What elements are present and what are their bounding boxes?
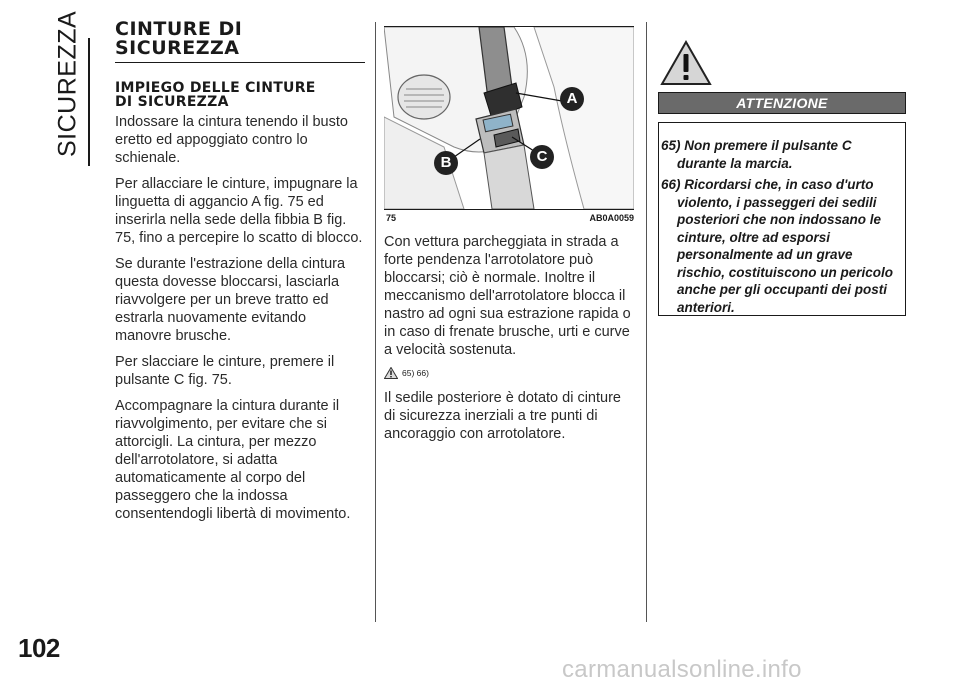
seatbelt-figure [384, 26, 634, 210]
subsection-title [115, 81, 365, 109]
warning-triangle-icon [660, 40, 712, 86]
section-title [115, 20, 365, 63]
figure-number: 75 [386, 213, 397, 223]
column-3 [658, 40, 906, 316]
paragraph: Il sedile posteriore è dotato di cinture di sicurezza inerziali a tre punti di ancoraggio con arrotolatore. [384, 390, 621, 442]
subsection-title-line-1: IMPIEGO DELLE CINTURE [115, 80, 316, 96]
warning-item [661, 176, 899, 316]
page-number: 102 [18, 633, 60, 663]
callout-a: A [560, 87, 584, 111]
figure-code: AB0A0059 [589, 213, 634, 223]
column-1 [115, 20, 365, 531]
warning-reference [384, 367, 634, 379]
warning-item-text: Ricordarsi che, in caso d'urto violento, i passeggeri dei sedili posteriori che non indossano le cinture, oltre ad esporsi personalmente ad un grave rischio, costituiscono un pericolo anche per gli occupanti dei posti anteriori. [677, 177, 894, 315]
warning-item-number: 66) [661, 177, 681, 192]
figure-caption [384, 210, 634, 223]
side-tab-rule [88, 38, 90, 166]
paragraph: Indossare la cintura tenendo il busto eretto ed appoggiato contro lo schienale. [115, 114, 348, 166]
subsection-title-line-2: DI SICUREZZA [115, 94, 229, 110]
paragraph: Per slacciare le cinture, premere il pulsante C fig. 75. [115, 354, 335, 388]
paragraph: Per allacciare le cinture, impugnare la linguetta di aggancio A fig. 75 ed inserirla nella sede della fibbia B fig. 75, fino a percepire lo scatto di blocco. [115, 176, 363, 246]
paragraph: Se durante l'estrazione della cintura questa dovesse bloccarsi, lasciarla riavvolgere per un breve tratto ed estrarla nuovamente evitando manovre brusche. [115, 256, 346, 344]
warning-item [661, 137, 899, 172]
callout-c: C [530, 145, 554, 169]
section-title-line-1: CINTURE DI [115, 18, 243, 40]
warning-triangle-icon [384, 367, 398, 379]
column-divider-2 [646, 22, 647, 622]
attention-header: ATTENZIONE [658, 92, 906, 114]
callout-b: B [434, 151, 458, 175]
paragraph: Accompagnare la cintura durante il riavvolgimento, per evitare che si attorcigli. La cintura, per mezzo dell'arrotolatore, si adatta automaticamente al corpo del passeggero che la indossa consentendogli libertà di movimento. [115, 398, 351, 522]
seatbelt-illustration [384, 27, 634, 209]
paragraph: Con vettura parcheggiata in strada a forte pendenza l'arrotolatore può bloccarsi; ciò è normale. Inoltre il meccanismo dell'arrotolatore blocca il nastro ad ogni sua estrazione rapida o in caso di frenate brusche, urti e curve a velocità sostenuta. [384, 234, 631, 358]
attention-box [658, 122, 906, 316]
warning-item-number: 65) [661, 138, 681, 153]
column-divider-1 [375, 22, 376, 622]
section-title-line-2: SICUREZZA [115, 37, 240, 59]
side-tab [40, 10, 100, 158]
column-2 [384, 26, 634, 451]
warning-reference-text: 65) 66) [402, 368, 429, 378]
side-tab-label: SICUREZZA [53, 10, 82, 158]
warning-item-text: Non premere il pulsante C durante la marcia. [677, 138, 852, 171]
watermark: carmanualsonline.info [562, 656, 802, 683]
